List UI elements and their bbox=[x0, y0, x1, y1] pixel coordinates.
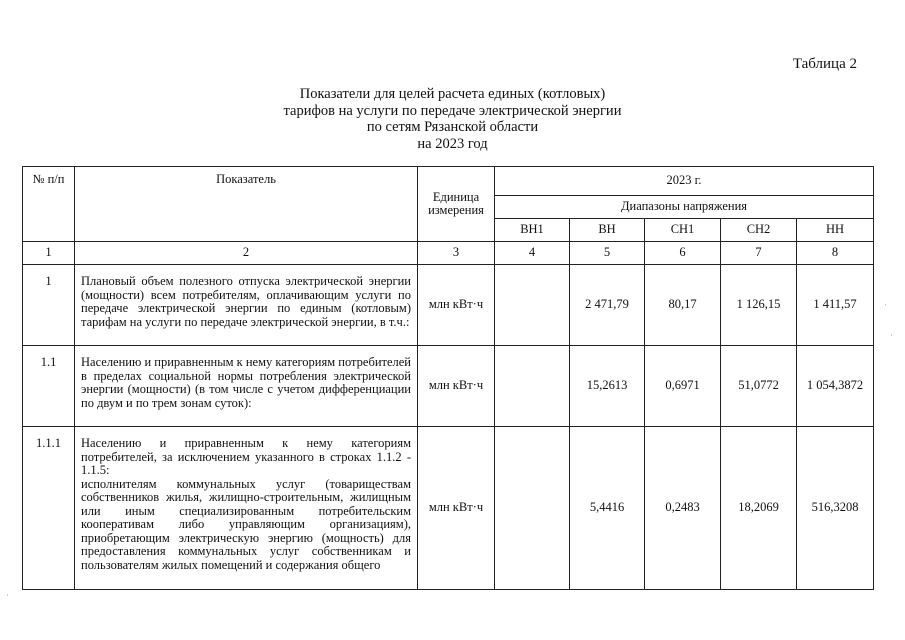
row-indicator: Плановый объем полезного отпуска электрической энергии (мощности) всем потребителям, оплачивающим услуги по передаче электрической энергии по единым (котловым) тарифам на услуги по передаче электрической энергии, в т.ч.: bbox=[75, 265, 418, 346]
header-indicator: Показатель bbox=[75, 167, 418, 242]
header-unit: Единица измерения bbox=[418, 167, 495, 242]
value-sn2: 1 126,15 bbox=[721, 265, 797, 346]
header-voltage-ranges: Диапазоны напряжения bbox=[495, 196, 874, 219]
row-unit: млн кВт·ч bbox=[418, 427, 495, 590]
header-num: № п/п bbox=[23, 167, 75, 242]
table-row bbox=[23, 427, 874, 590]
column-number: 4 bbox=[495, 242, 570, 265]
value-nn: 1 411,57 bbox=[797, 265, 874, 346]
column-number: 3 bbox=[418, 242, 495, 265]
value-sn2: 51,0772 bbox=[721, 346, 797, 427]
value-vn: 5,4416 bbox=[570, 427, 645, 590]
value-nn: 1 054,3872 bbox=[797, 346, 874, 427]
row-indicator-intro: Населению и приравненным к нему категориям потребителей, за исключением указанного в строках 1.1.2 - 1.1.5: bbox=[81, 437, 411, 477]
column-number: 6 bbox=[645, 242, 721, 265]
title-line: тарифов на услуги по передаче электрической энергии bbox=[283, 102, 622, 119]
table-row bbox=[23, 346, 874, 427]
value-sn1: 0,6971 bbox=[645, 346, 721, 427]
title-line: на 2023 год bbox=[417, 135, 488, 152]
row-indicator-text: исполнителям коммунальных услуг (товариществам собственников жилья, жилищно-строительным, жилищным или иным специализированным потребительским кооперативам либо управляющим организациям), приобретающим электрическую энергию (мощность) для предоставления коммунальных услуг собственникам и пользователям жилых помещений и содержания общего bbox=[81, 476, 411, 572]
value-sn2: 18,2069 bbox=[721, 427, 797, 590]
table-row bbox=[23, 265, 874, 346]
header-voltage-vn1: ВН1 bbox=[495, 219, 570, 242]
value-vn1 bbox=[495, 427, 570, 590]
column-number: 7 bbox=[721, 242, 797, 265]
value-vn: 15,2613 bbox=[570, 346, 645, 427]
indicators-table bbox=[22, 166, 874, 590]
value-vn: 2 471,79 bbox=[570, 265, 645, 346]
row-unit: млн кВт·ч bbox=[418, 265, 495, 346]
value-vn1 bbox=[495, 346, 570, 427]
column-number: 5 bbox=[570, 242, 645, 265]
scan-noise: · bbox=[884, 300, 887, 310]
row-unit: млн кВт·ч bbox=[418, 346, 495, 427]
value-vn1 bbox=[495, 265, 570, 346]
value-sn1: 0,2483 bbox=[645, 427, 721, 590]
title-line: по сетям Рязанской области bbox=[366, 119, 539, 135]
row-number: 1 bbox=[23, 265, 75, 346]
column-number: 1 bbox=[23, 242, 75, 265]
header-voltage-vn: ВН bbox=[570, 219, 645, 242]
column-number: 2 bbox=[75, 242, 418, 265]
row-number: 1.1 bbox=[23, 346, 75, 427]
header-voltage-nn: НН bbox=[797, 219, 874, 242]
row-indicator: Населению и приравненным к нему категориям потребителей в пределах социальной нормы потребления электрической энергии (мощности) (в том числе с учетом дифференциации по двум и по трем зонам суток): bbox=[75, 346, 418, 427]
title-line: Показатели для целей расчета единых (котловых) bbox=[299, 86, 606, 102]
column-number: 8 bbox=[797, 242, 874, 265]
header-voltage-sn2: СН2 bbox=[721, 219, 797, 242]
header-voltage-sn1: СН1 bbox=[645, 219, 721, 242]
row-number: 1.1.1 bbox=[23, 427, 75, 590]
value-sn1: 80,17 bbox=[645, 265, 721, 346]
row-indicator bbox=[75, 427, 418, 590]
document-title bbox=[0, 86, 905, 152]
scan-noise: · bbox=[890, 330, 893, 340]
value-nn: 516,3208 bbox=[797, 427, 874, 590]
table-label: Таблица 2 bbox=[792, 56, 857, 72]
scan-noise: · bbox=[6, 590, 9, 600]
header-year: 2023 г. bbox=[495, 167, 874, 196]
